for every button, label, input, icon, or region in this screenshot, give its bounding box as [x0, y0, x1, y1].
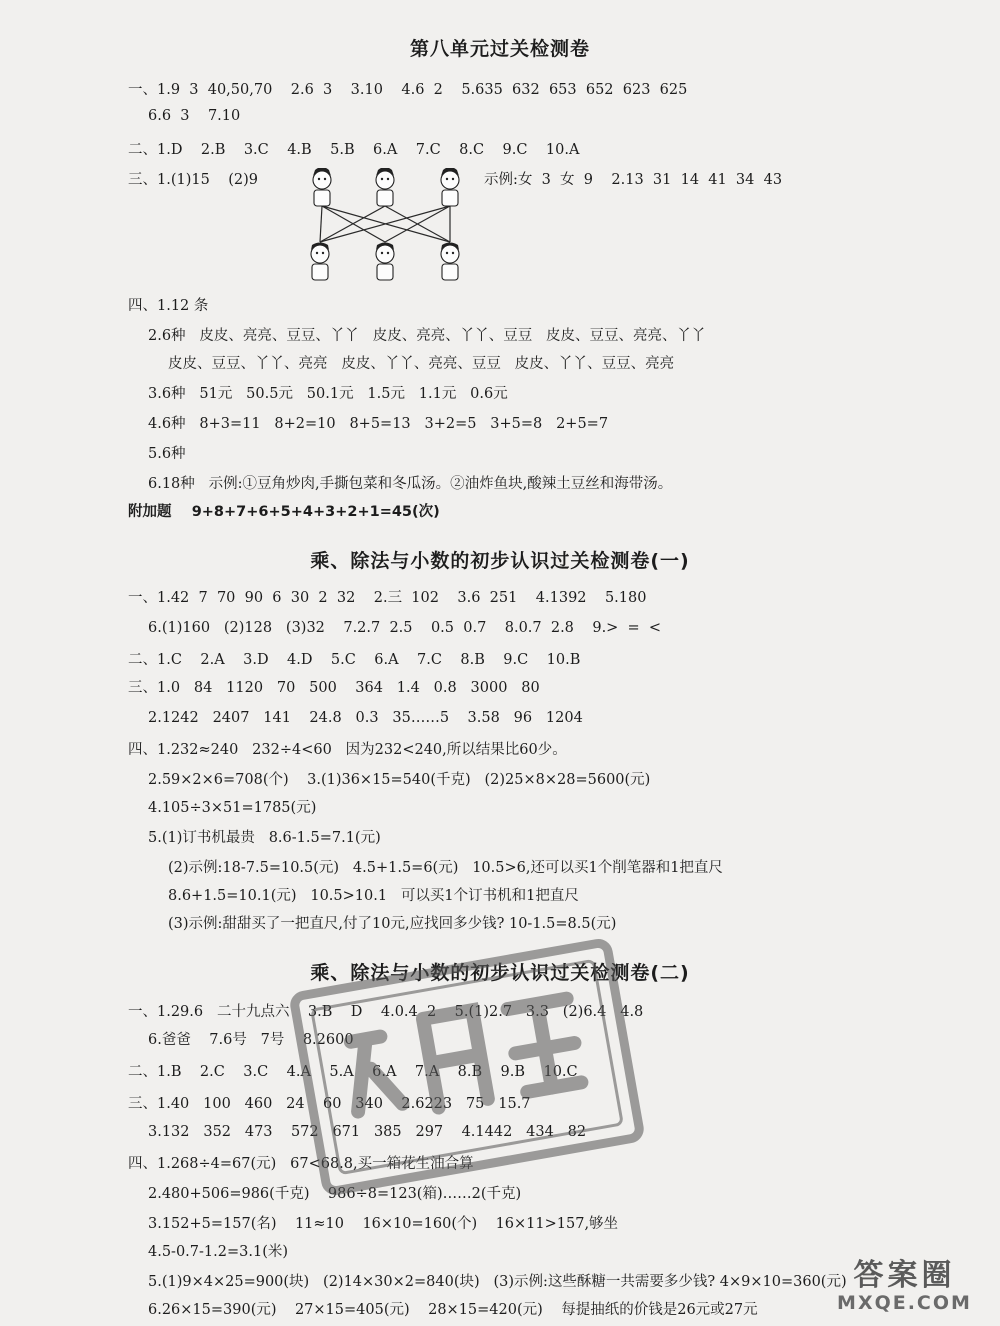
- s3-line-10: 5.(1)9×4×25=900(块) (2)14×30×2=840(块) (3)示例:这些酥糖一共需要多少钱? 4×9×10=360(元): [148, 1274, 847, 1290]
- s1-line-6: 四、1.12 条: [128, 298, 209, 314]
- s1-line-10: 4.6种 8+3=11 8+2=10 8+5=13 3+2=5 3+5=8 2+5=7: [148, 416, 609, 432]
- s2-line-4: 三、1.0 84 1120 70 500 364 1.4 0.8 3000 80: [128, 680, 540, 696]
- s3-line-5: 3.132 352 473 572 671 385 297 4.1442 434 82: [148, 1124, 587, 1140]
- s2-line-10: (2)示例:18-7.5=10.5(元) 4.5+1.5=6(元) 10.5>6,还可以买1个削笔器和1把直尺: [168, 860, 723, 876]
- s3-line-4: 三、1.40 100 460 24 60 340 2.6223 75 15.7: [128, 1096, 531, 1112]
- s1-line-7: 2.6种 皮皮、亮亮、豆豆、丫丫 皮皮、亮亮、丫丫、豆豆 皮皮、豆豆、亮亮、丫丫: [148, 328, 706, 344]
- s2-line-8: 4.105÷3×51=1785(元): [148, 800, 317, 816]
- section-heading-1: 第八单元过关检测卷: [409, 38, 590, 60]
- s3-line-6: 四、1.268÷4=67(元) 67<68.8,买一箱花生油合算: [128, 1156, 474, 1172]
- s3-line-9: 4.5-0.7-1.2=3.1(米): [148, 1244, 289, 1260]
- s2-line-6: 四、1.232≈240 232÷4<60 因为232<240,所以结果比60少。: [128, 742, 567, 758]
- s1-line-13: 附加题 9+8+7+6+5+4+3+2+1=45(次): [128, 504, 440, 520]
- s3-line-8: 3.152+5=157(名) 11≈10 16×10=160(个) 16×11>157,够坐: [148, 1216, 619, 1232]
- s1-line-4: 三、1.(1)15 (2)9: [128, 172, 259, 188]
- s3-line-2: 6.爸爸 7.6号 7号 8.2600: [148, 1032, 354, 1048]
- s2-line-5: 2.1242 2407 141 24.8 0.3 35……5 3.58 96 1204: [148, 710, 583, 726]
- s2-line-9: 5.(1)订书机最贵 8.6-1.5=7.1(元): [148, 830, 381, 846]
- s1-line-8: 皮皮、豆豆、丫丫、亮亮 皮皮、丫丫、亮亮、豆豆 皮皮、丫丫、豆豆、亮亮: [168, 356, 675, 372]
- s3-line-11: 6.26×15=390(元) 27×15=405(元) 28×15=420(元) 每提抽纸的价钱是26元或27元: [148, 1302, 758, 1318]
- watermark-url: MXQE.COM: [837, 1292, 972, 1314]
- s2-line-7: 2.59×2×6=708(个) 3.(1)36×15=540(千克) (2)25×8×28=5600(元): [148, 772, 651, 788]
- s2-line-11: 8.6+1.5=10.1(元) 10.5>10.1 可以买1个订书机和1把直尺: [168, 888, 579, 904]
- s1-line-11: 5.6种: [148, 446, 186, 462]
- s1-line-12: 6.18种 示例:①豆角炒肉,手撕包菜和冬瓜汤。②油炸鱼块,酸辣土豆丝和海带汤。: [148, 476, 673, 492]
- section-heading-2: 乘、除法与小数的初步认识过关检测卷(一): [310, 550, 690, 572]
- s3-line-1: 一、1.29.6 二十九点六 3.B D 4.0.4 2 5.(1)2.7 3.3 (2)6.4 4.8: [128, 1004, 644, 1020]
- s2-line-3: 二、1.C 2.A 3.D 4.D 5.C 6.A 7.C 8.B 9.C 10.B: [128, 652, 581, 668]
- s3-line-7: 2.480+506=986(千克) 986÷8=123(箱)……2(千克): [148, 1186, 522, 1202]
- watermark-logo-text: 答案圈: [853, 1258, 956, 1293]
- s1-line-2: 6.6 3 7.10: [148, 108, 241, 124]
- s1-line-5: 示例:女 3 女 9 2.13 31 14 41 34 43: [484, 172, 783, 188]
- s2-line-1: 一、1.42 7 70 90 6 30 2 32 2.三 102 3.6 251 4.1392 5.180: [128, 590, 647, 606]
- site-watermark: [817, 1250, 992, 1320]
- s1-line-3: 二、1.D 2.B 3.C 4.B 5.B 6.A 7.C 8.C 9.C 10.A: [128, 142, 580, 158]
- s3-line-3: 二、1.B 2.C 3.C 4.A 5.A 6.A 7.A 8.B 9.B 10.C: [128, 1064, 578, 1080]
- s1-line-9: 3.6种 51元 50.5元 50.1元 1.5元 1.1元 0.6元: [148, 386, 508, 402]
- s2-line-12: (3)示例:甜甜买了一把直尺,付了10元,应找回多少钱? 10-1.5=8.5(元): [168, 916, 617, 932]
- children-matching-diagram: [300, 168, 480, 288]
- s1-line-1: 一、1.9 3 40,50,70 2.6 3 3.10 4.6 2 5.635 632 653 652 623 625: [128, 82, 688, 98]
- s2-line-2: 6.(1)160 (2)128 (3)32 7.2.7 2.5 0.5 0.7 8.0.7 2.8 9.> = <: [148, 620, 662, 636]
- section-heading-3: 乘、除法与小数的初步认识过关检测卷(二): [310, 962, 690, 984]
